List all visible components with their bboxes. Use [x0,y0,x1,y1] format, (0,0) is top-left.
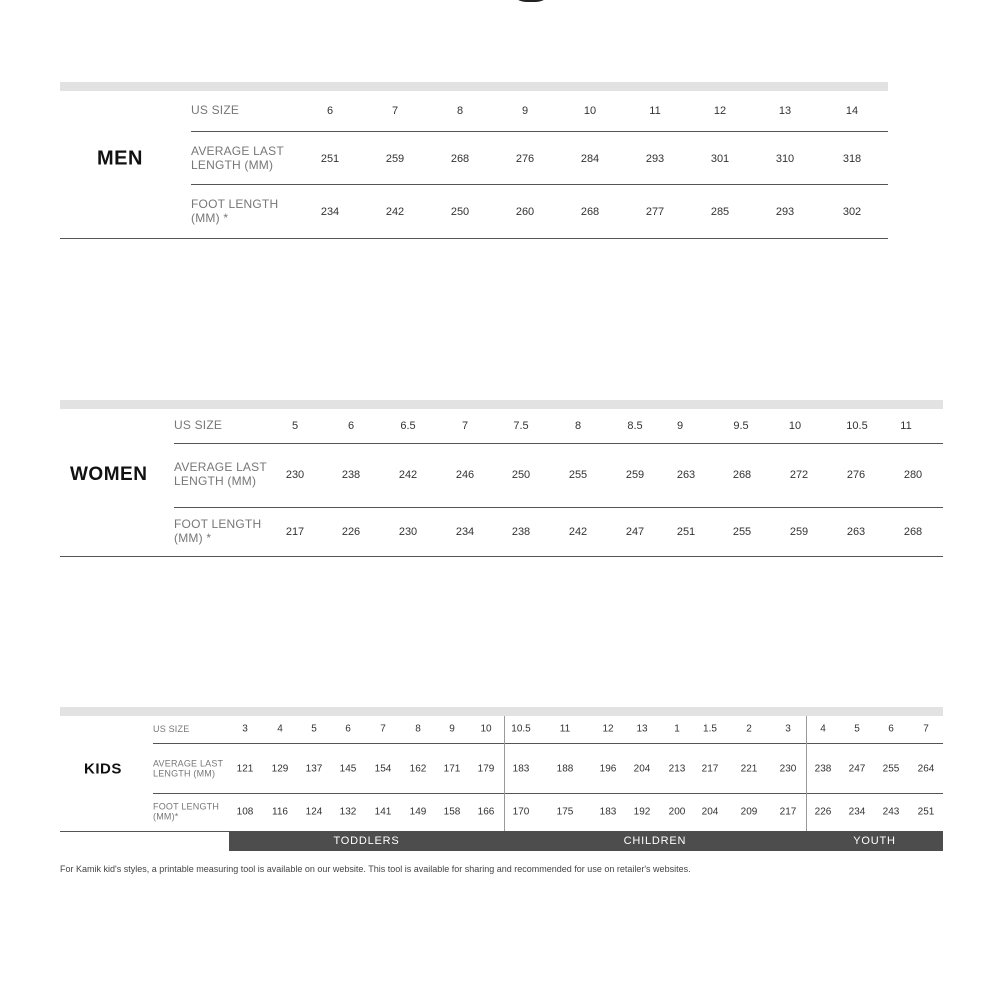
size-cell: 171 [443,763,461,775]
size-cell: 213 [668,763,686,775]
size-cell: 268 [903,526,923,538]
row-label: AVERAGE LAST LENGTH (MM) [153,758,224,779]
row-label: AVERAGE LAST LENGTH (MM) [191,144,284,172]
size-cell: 10.5 [511,723,531,735]
size-cell: 137 [305,763,323,775]
size-cell: 264 [917,763,935,775]
row-divider [191,184,888,185]
group-divider [806,716,807,831]
size-cell: 7 [380,723,386,735]
size-cell: 250 [450,206,470,218]
size-cell: 285 [710,206,730,218]
size-cell: 217 [779,806,797,818]
row-divider [191,131,888,132]
size-cell: 200 [668,806,686,818]
size-cell: 276 [846,469,866,481]
row-label: FOOT LENGTH (MM)* [153,801,220,822]
size-cell: 268 [580,206,600,218]
size-cell: 209 [740,806,758,818]
size-cell: 11 [649,105,661,117]
size-cell: 226 [814,806,832,818]
size-cell: 6.5 [400,420,416,432]
size-cell: 277 [645,206,665,218]
size-cell: 242 [398,469,418,481]
size-cell: 10 [788,420,802,432]
row-divider [174,443,943,444]
size-cell: 272 [789,469,809,481]
row-divider [174,507,943,508]
size-cell: 188 [556,763,574,775]
size-cell: 251 [917,806,935,818]
table-bottom-rule [60,556,943,557]
size-cell: 293 [775,206,795,218]
size-cell: 255 [568,469,588,481]
size-cell: 196 [599,763,617,775]
footnote: For Kamik kid's styles, a printable measuring tool is available on our website. This tool is available for sharing and recommended for use on retailer's websites. [60,864,691,874]
size-cell: 318 [842,153,862,165]
size-cell: 250 [511,469,531,481]
size-cell: 234 [455,526,475,538]
size-cell: 284 [580,153,600,165]
size-cell: 166 [477,806,495,818]
row-label: FOOT LENGTH (MM) * [174,517,262,545]
size-cell: 302 [842,206,862,218]
size-cell: 259 [385,153,405,165]
size-cell: 268 [732,469,752,481]
size-cell: 217 [285,526,305,538]
size-cell: 263 [846,526,866,538]
size-cell: 251 [676,526,696,538]
row-label: US SIZE [174,418,223,433]
size-cell: 1.5 [703,723,717,735]
size-cell: 3 [785,723,791,735]
size-cell: 7 [391,105,399,117]
size-cell: 8 [415,723,421,735]
size-cell: 9 [449,723,455,735]
size-cell: 242 [568,526,588,538]
size-cell: 1 [674,723,680,735]
size-cell: 230 [779,763,797,775]
size-cell: 234 [320,206,340,218]
size-cell: 7.5 [513,420,529,432]
women-title: WOMEN [70,464,148,485]
size-cell: 238 [814,763,832,775]
size-cell: 268 [450,153,470,165]
size-cell: 12 [713,105,727,117]
size-cell: 234 [848,806,866,818]
size-cell: 162 [409,763,427,775]
size-cell: 247 [848,763,866,775]
size-cell: 6 [347,420,355,432]
size-cell: 9.5 [733,420,749,432]
size-cell: 11 [900,420,912,432]
row-label: US SIZE [153,723,190,734]
size-cell: 154 [374,763,392,775]
size-cell: 226 [341,526,361,538]
size-cell: 251 [320,153,340,165]
group-label-youth: YOUTH [806,831,943,851]
women-size-table [60,400,943,557]
row-label: US SIZE [191,103,240,118]
table-top-bar [60,707,943,716]
size-cell: 10 [480,723,492,735]
row-label: FOOT LENGTH (MM) * [191,197,279,225]
size-cell: 14 [845,105,859,117]
size-cell: 2 [746,723,752,735]
table-bottom-rule [60,831,230,832]
men-title: MEN [97,147,143,170]
size-cell: 149 [409,806,427,818]
size-cell: 3 [242,723,248,735]
size-cell: 141 [374,806,392,818]
size-cell: 5 [854,723,860,735]
size-cell: 246 [455,469,475,481]
group-label-children: CHILDREN [504,831,806,851]
size-cell: 8 [574,420,582,432]
table-bottom-rule [60,238,888,239]
logo-fragment [510,0,552,2]
size-cell: 217 [701,763,719,775]
size-cell: 221 [740,763,758,775]
size-cell: 5 [291,420,299,432]
size-cell: 7 [461,420,469,432]
size-cell: 238 [341,469,361,481]
size-cell: 124 [305,806,323,818]
size-cell: 8.5 [627,420,643,432]
size-cell: 179 [477,763,495,775]
size-cell: 13 [778,105,792,117]
size-cell: 4 [277,723,283,735]
size-cell: 242 [385,206,405,218]
size-cell: 116 [272,806,288,818]
size-cell: 9 [676,420,684,432]
row-divider [153,743,943,744]
size-cell: 121 [236,763,254,775]
size-cell: 230 [285,469,305,481]
size-cell: 204 [633,763,651,775]
size-cell: 293 [645,153,665,165]
size-cell: 132 [339,806,357,818]
size-cell: 5 [311,723,317,735]
row-label: AVERAGE LAST LENGTH (MM) [174,460,267,488]
table-top-bar [60,82,888,91]
table-top-bar [60,400,943,409]
size-cell: 170 [512,806,530,818]
size-cell: 230 [398,526,418,538]
size-cell: 280 [903,469,923,481]
size-cell: 310 [775,153,795,165]
size-cell: 192 [633,806,651,818]
size-cell: 259 [625,469,645,481]
size-cell: 243 [882,806,900,818]
group-divider [504,716,505,831]
size-cell: 238 [511,526,531,538]
size-cell: 4 [820,723,826,735]
men-size-table [60,82,888,239]
size-cell: 183 [512,763,530,775]
kids-title: KIDS [84,760,122,778]
size-cell: 10 [583,105,597,117]
size-cell: 263 [676,469,696,481]
size-cell: 6 [326,105,334,117]
size-cell: 175 [556,806,574,818]
size-cell: 6 [888,723,894,735]
size-cell: 204 [701,806,719,818]
size-cell: 247 [625,526,645,538]
size-cell: 8 [456,105,464,117]
size-cell: 301 [710,153,730,165]
size-cell: 145 [339,763,357,775]
size-cell: 158 [443,806,461,818]
group-label-toddlers: TODDLERS [229,831,504,851]
size-cell: 260 [515,206,535,218]
size-cell: 255 [732,526,752,538]
size-cell: 183 [599,806,617,818]
size-cell: 7 [923,723,929,735]
size-cell: 276 [515,153,535,165]
row-divider [153,793,943,794]
size-cell: 108 [236,806,254,818]
size-cell: 9 [521,105,529,117]
size-cell: 259 [789,526,809,538]
size-cell: 12 [602,723,614,735]
size-cell: 13 [636,723,648,735]
size-cell: 255 [882,763,900,775]
size-cell: 10.5 [846,420,868,432]
size-cell: 6 [345,723,351,735]
size-cell: 11 [559,723,571,735]
size-cell: 129 [271,763,289,775]
kids-size-table [60,707,943,847]
